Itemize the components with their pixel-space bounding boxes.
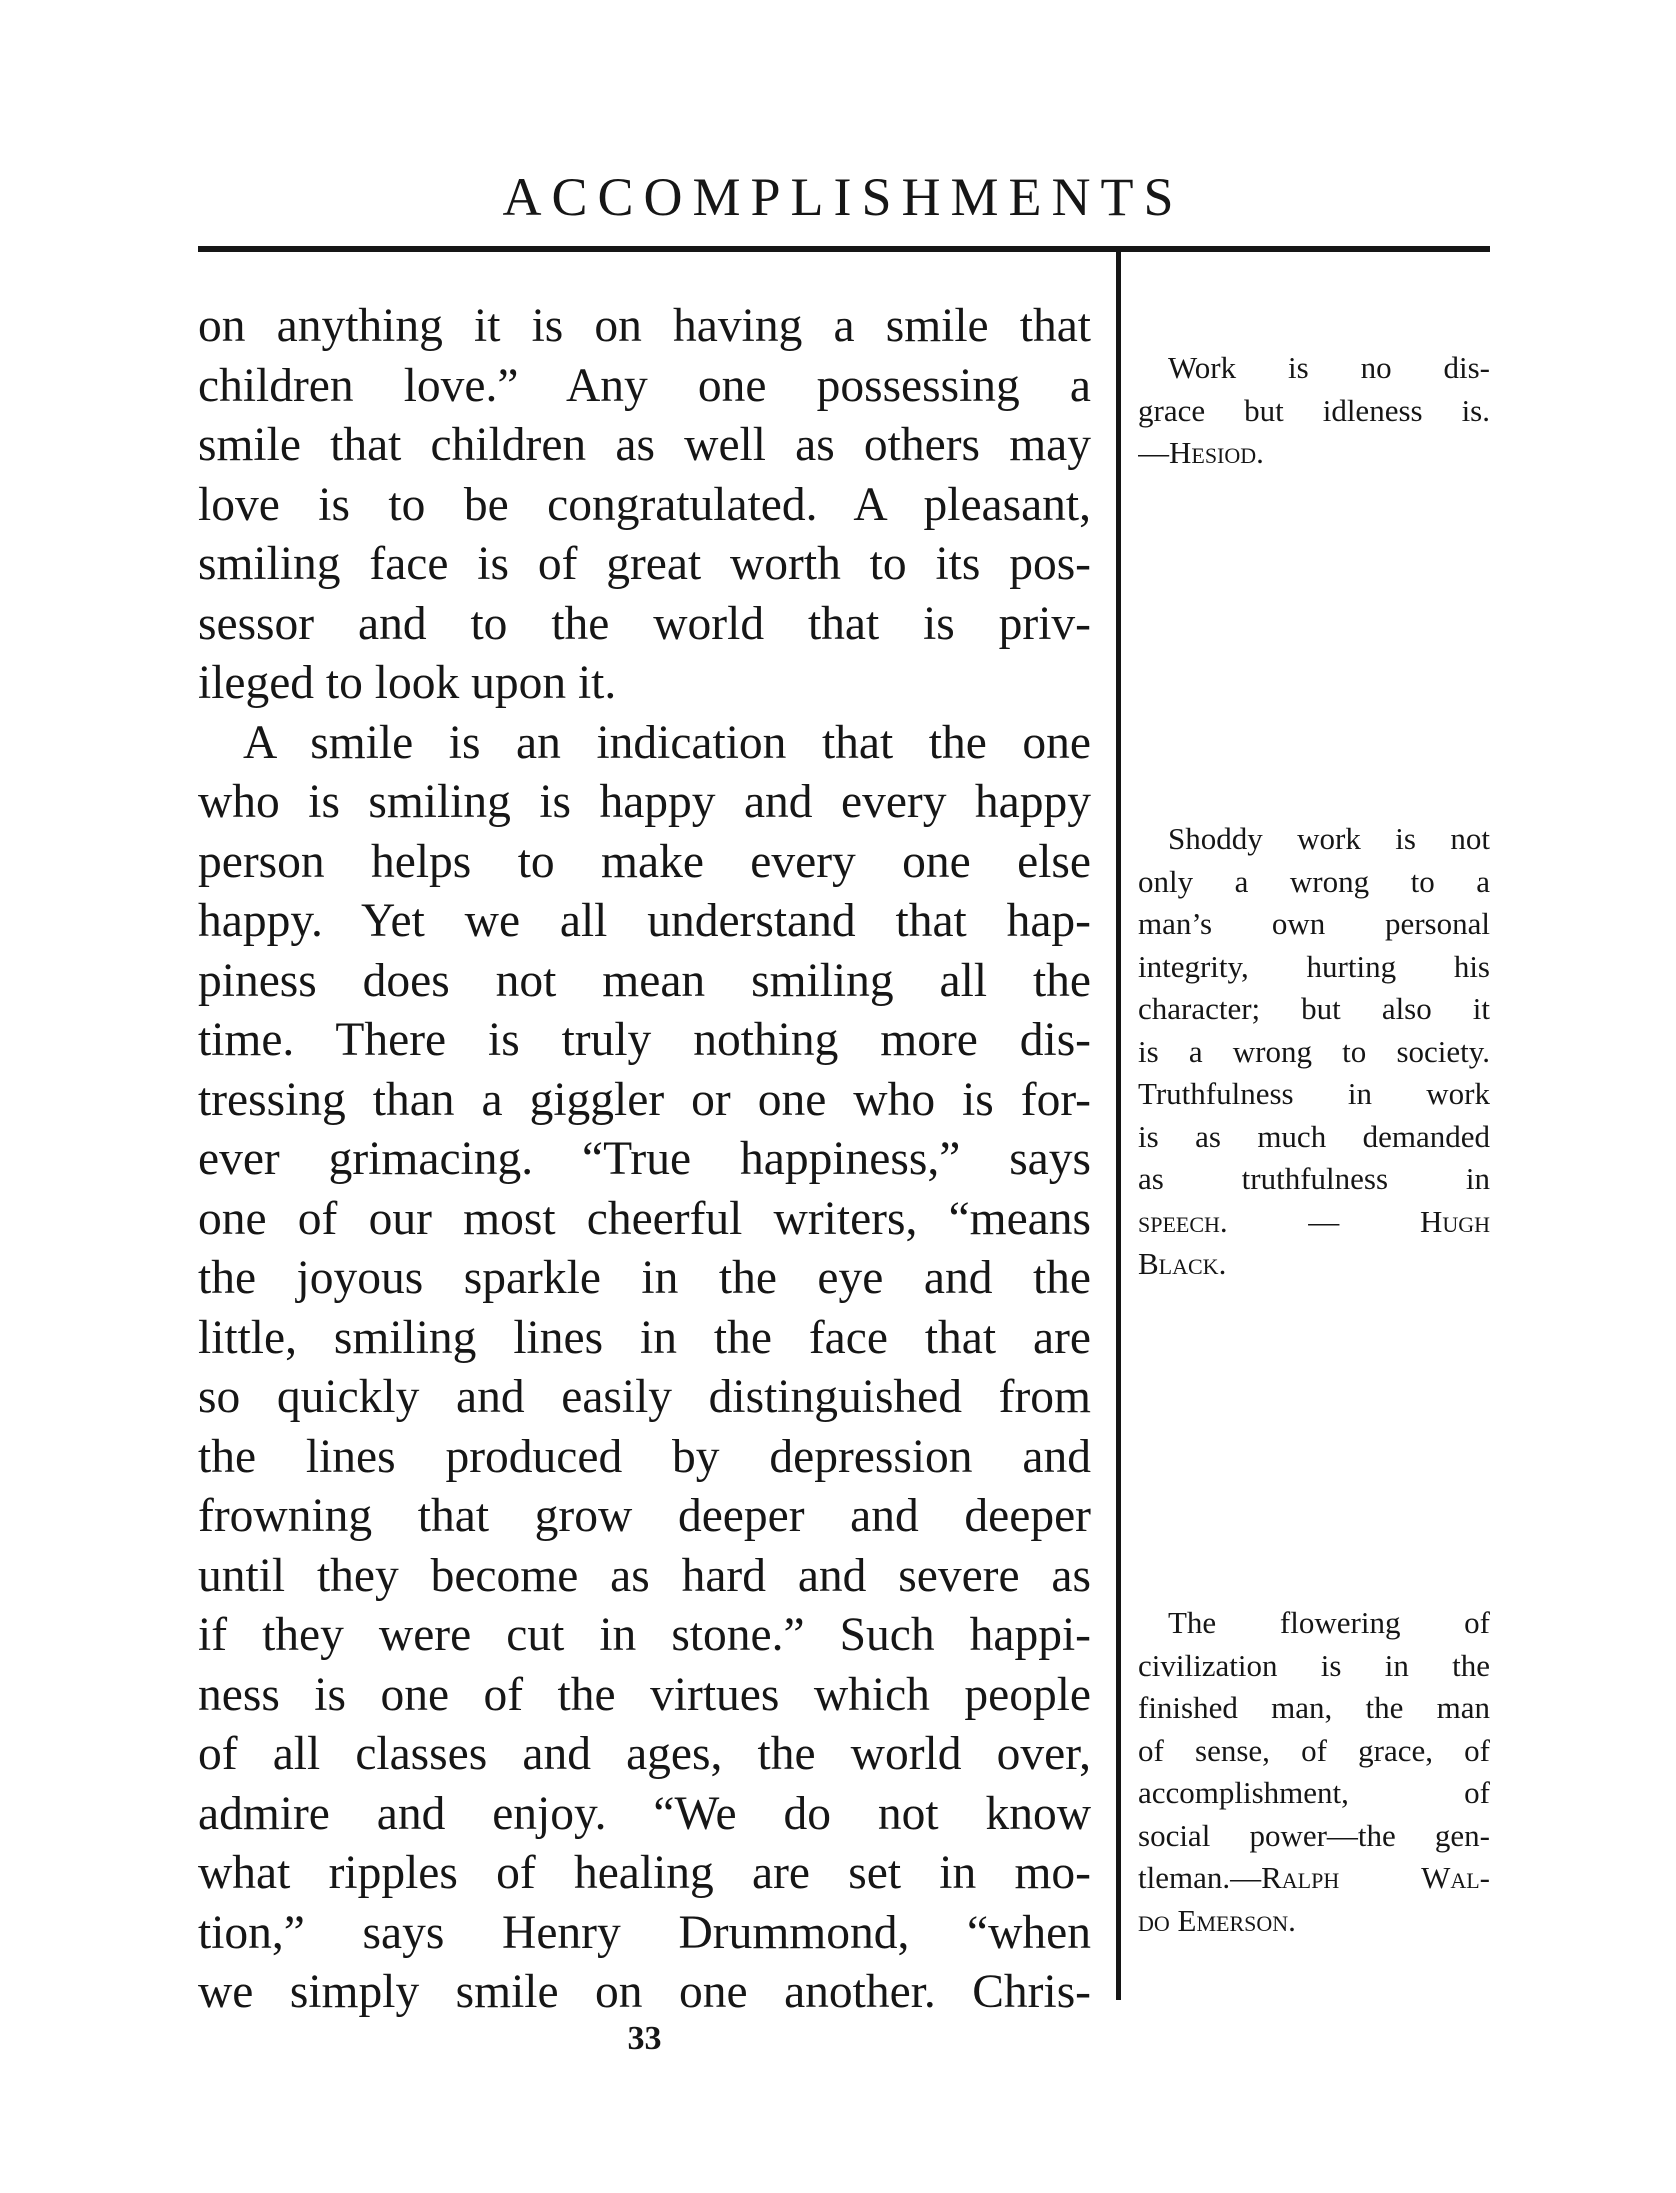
running-header: ACCOMPLISHMENTS xyxy=(502,167,1184,227)
quote-author: do Emerson. xyxy=(1138,1902,1296,1938)
body-line: of all classes and ages, the world over, xyxy=(198,1728,1091,1780)
sidebar-quote-emerson xyxy=(1138,1602,1490,1942)
body-line: love is to be congratulated. A pleasant, xyxy=(198,478,1091,531)
quote-line: is a wrong to society. xyxy=(1138,1033,1490,1069)
body-line: person helps to make every one else xyxy=(198,835,1091,888)
body-line: piness does not mean smiling all the xyxy=(198,954,1091,1007)
quote-line: man’s own personal xyxy=(1138,906,1490,941)
body-line: children love.” Any one possessing a xyxy=(198,359,1091,412)
quote-line: Shoddy work is not xyxy=(1168,821,1490,856)
body-line: ileged to look upon it. xyxy=(198,657,617,709)
quote-line: integrity, hurting his xyxy=(1138,948,1490,984)
quote-line: Work is no dis- xyxy=(1168,350,1490,385)
body-line: frowning that grow deeper and deeper xyxy=(198,1490,1091,1542)
body-line: smiling face is of great worth to its pos- xyxy=(198,538,1091,590)
quote-line: finished man, the man xyxy=(1138,1690,1490,1725)
body-line: happy. Yet we all understand that hap- xyxy=(198,895,1091,947)
body-line: time. There is truly nothing more dis- xyxy=(198,1014,1091,1066)
column-divider xyxy=(1116,248,1121,2000)
quote-line: civilization is in the xyxy=(1138,1647,1490,1683)
quote-line: The flowering of xyxy=(1168,1605,1490,1640)
main-text-column xyxy=(198,297,1091,2023)
body-line: so quickly and easily distinguished from xyxy=(198,1371,1091,1423)
quote-line: social power—the gen- xyxy=(1138,1817,1490,1853)
body-line: on anything it is on having a smile that xyxy=(198,300,1091,352)
body-line: we simply smile on one another. Chris- xyxy=(198,1966,1091,2018)
quote-line: is as much demanded xyxy=(1138,1118,1490,1154)
quote-line: Truthfulness in work xyxy=(1138,1076,1490,1111)
quote-author: Black. xyxy=(1138,1246,1227,1281)
body-line: smile that children as well as others may xyxy=(198,419,1091,471)
quote-line: grace but idleness is. xyxy=(1138,392,1490,428)
body-line: ness is one of the virtues which people xyxy=(198,1668,1091,1721)
body-line: the joyous sparkle in the eye and the xyxy=(198,1252,1091,1304)
quote-line: of sense, of grace, of xyxy=(1138,1732,1490,1768)
body-line: if they were cut in stone.” Such happi- xyxy=(198,1609,1091,1661)
sidebar-quote-hesiod xyxy=(1138,347,1490,475)
quote-line: character; but also it xyxy=(1138,991,1490,1026)
quote-line: only a wrong to a xyxy=(1138,863,1490,899)
body-line: until they become as hard and severe as xyxy=(198,1549,1091,1602)
body-line: admire and enjoy. “We do not know xyxy=(198,1787,1091,1840)
body-line: sessor and to the world that is priv- xyxy=(198,597,1091,650)
quote-author: —Hesiod. xyxy=(1138,435,1264,470)
quote-author: Ralph Wal- xyxy=(1261,1860,1490,1895)
body-line: what ripples of healing are set in mo- xyxy=(198,1847,1091,1899)
body-line: one of our most cheerful writers, “means xyxy=(198,1192,1091,1245)
body-line: who is smiling is happy and every happy xyxy=(198,776,1091,828)
body-line: little, smiling lines in the face that are xyxy=(198,1311,1091,1364)
quote-line: accomplishment, of xyxy=(1138,1775,1490,1810)
body-line: tion,” says Henry Drummond, “when xyxy=(198,1906,1091,1959)
page-number: 33 xyxy=(627,2020,662,2057)
sidebar-quote-black xyxy=(1138,818,1490,1286)
quote-line: as truthfulness in xyxy=(1138,1161,1490,1196)
quote-line: speech. — Hugh xyxy=(1138,1203,1490,1239)
body-line: A smile is an indication that the one xyxy=(243,716,1091,769)
body-line: the lines produced by depression and xyxy=(198,1430,1091,1483)
quote-text-fragment: tleman.— xyxy=(1138,1860,1262,1895)
body-line: tressing than a giggler or one who is for- xyxy=(198,1073,1091,1126)
header-rule xyxy=(198,246,1490,252)
body-line: ever grimacing. “True happiness,” says xyxy=(198,1133,1091,1185)
quote-line xyxy=(1138,1857,1490,1900)
